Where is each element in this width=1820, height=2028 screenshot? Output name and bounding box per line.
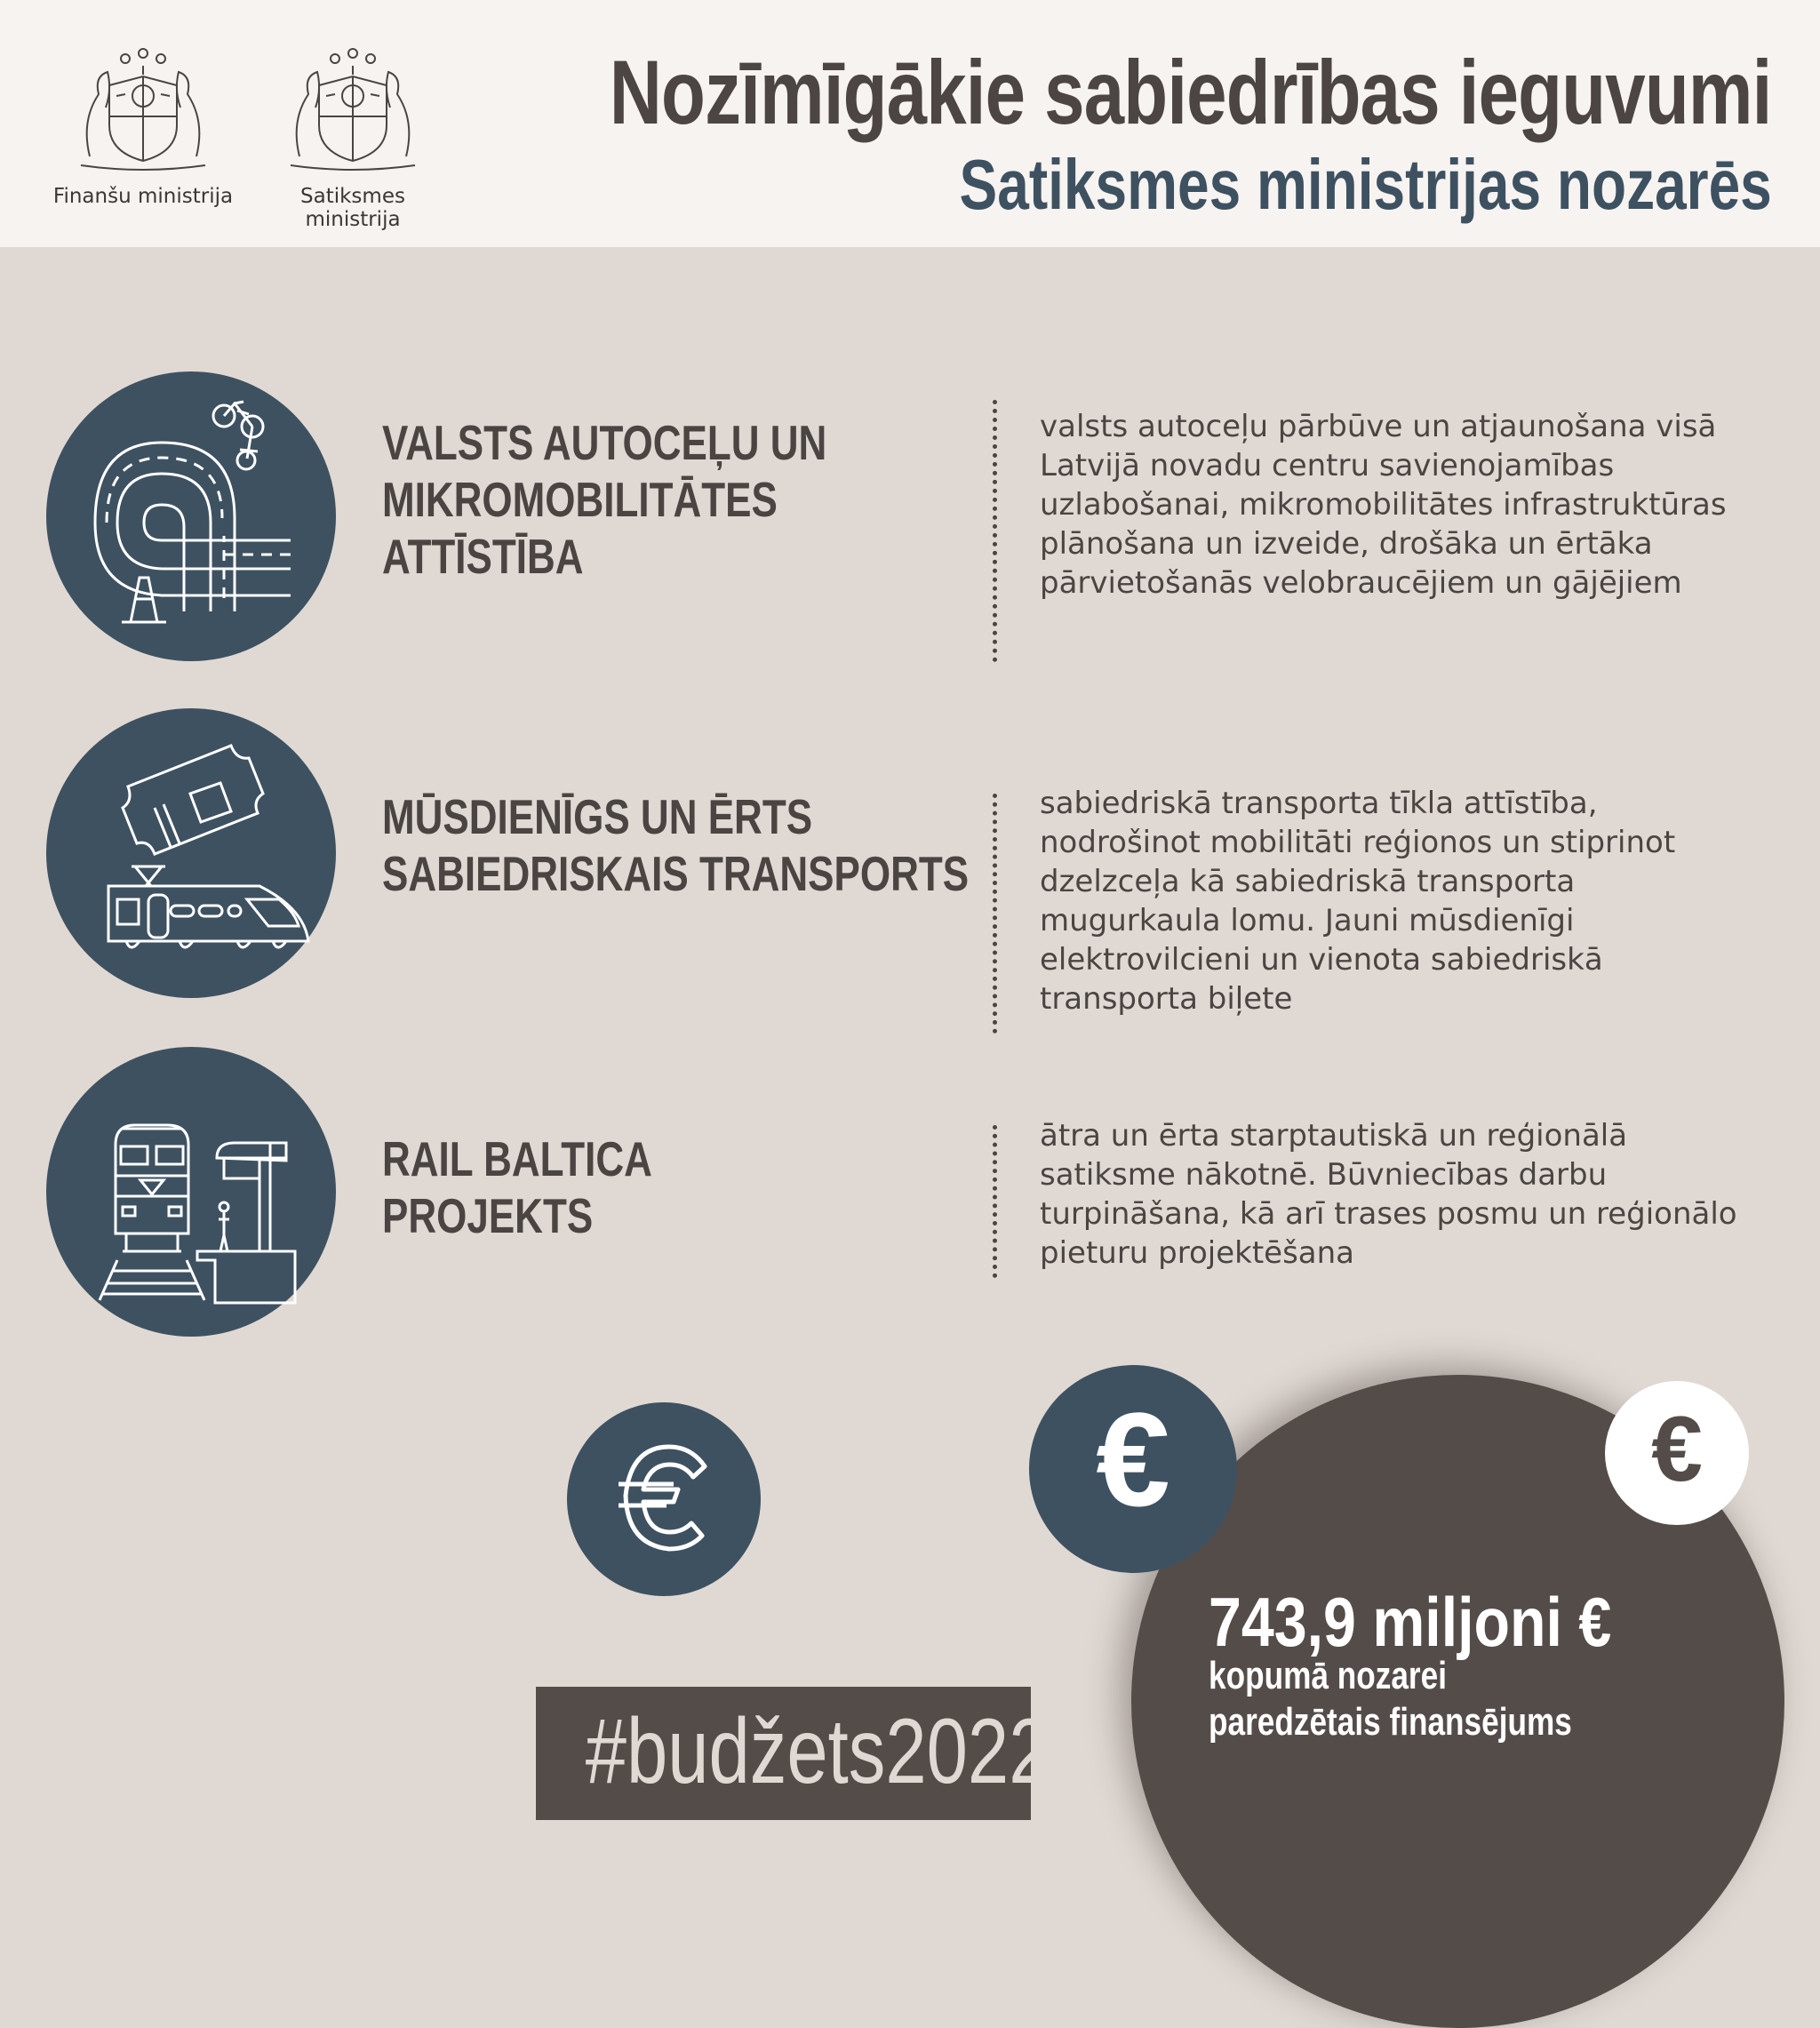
logo-transport-ministry — [251, 41, 455, 231]
euro-outline-icon — [567, 1402, 761, 1596]
logo-caption: Finanšu ministrija — [52, 185, 234, 208]
euro-blue-circle — [1029, 1365, 1237, 1573]
svg-text:€: € — [1651, 1398, 1703, 1501]
logo-caption: Satiksmes ministrija — [300, 185, 405, 231]
svg-text:€: € — [1096, 1385, 1170, 1534]
header — [0, 0, 1820, 247]
funding-amount: 743,9 miljoni € — [1209, 1583, 1612, 1661]
divider — [993, 400, 997, 662]
coat-of-arms-icon — [264, 41, 442, 174]
item-title: MŪSDIENĪGS UN ĒRTS SABIEDRISKAIS TRANSPORTS — [382, 789, 970, 901]
road-bicycle-icon — [46, 371, 336, 661]
divider — [993, 794, 997, 1034]
funding-caption: kopumā nozarei paredzētais finansējums — [1209, 1654, 1572, 1744]
item-title: RAIL BALTICA PROJEKTS — [382, 1131, 652, 1243]
euro-outline-circle — [567, 1402, 761, 1596]
train-ticket-icon — [46, 708, 336, 998]
locomotive-station-icon — [46, 1047, 336, 1337]
hashtag-box — [536, 1687, 1050, 1820]
rail-icon-circle — [46, 1047, 336, 1337]
item-description: ātra un ērta starptautiskā un reģionālā satiksme nākotnē. Būvniecības darbu turpināšana, kā arī trases posmu un reģionālo pieturu projektēšana — [1040, 1118, 1737, 1271]
logo-finance-ministry — [41, 41, 245, 208]
euro-icon — [1605, 1381, 1749, 1525]
euro-icon — [1029, 1365, 1237, 1573]
train-icon-circle — [46, 708, 336, 998]
coat-of-arms-icon — [54, 41, 232, 174]
item-title: VALSTS AUTOCEĻU UN MIKROMOBILITĀTES ATTĪSTĪBA — [382, 415, 827, 584]
page-title: Nozīmīgākie sabiedrības ieguvumi — [610, 42, 1772, 143]
item-description: valsts autoceļu pārbūve un atjaunošana visā Latvijā novadu centru savienojamības uzlabošanai, mikromobilitātes infrastruktūras plānošana un izveide, drošāka un ērtāka pārvietošanās velobraucējiem un gājējiem — [1040, 409, 1727, 601]
hashtag: #budžets2022 — [585, 1700, 1050, 1803]
road-icon-circle — [46, 371, 336, 661]
page-subtitle: Satiksmes ministrijas nozarēs — [959, 145, 1772, 224]
divider — [993, 1125, 997, 1278]
item-description: sabiedriskā transporta tīkla attīstība, nodrošinot mobilitāti reģionos un stiprinot dzelzceļa kā sabiedriskā transporta mugurkaula lomu. Jauni mūsdienīgi elektrovilcieni un vienota sabiedriskā transporta biļete — [1040, 786, 1676, 1017]
euro-white-circle — [1605, 1381, 1749, 1525]
